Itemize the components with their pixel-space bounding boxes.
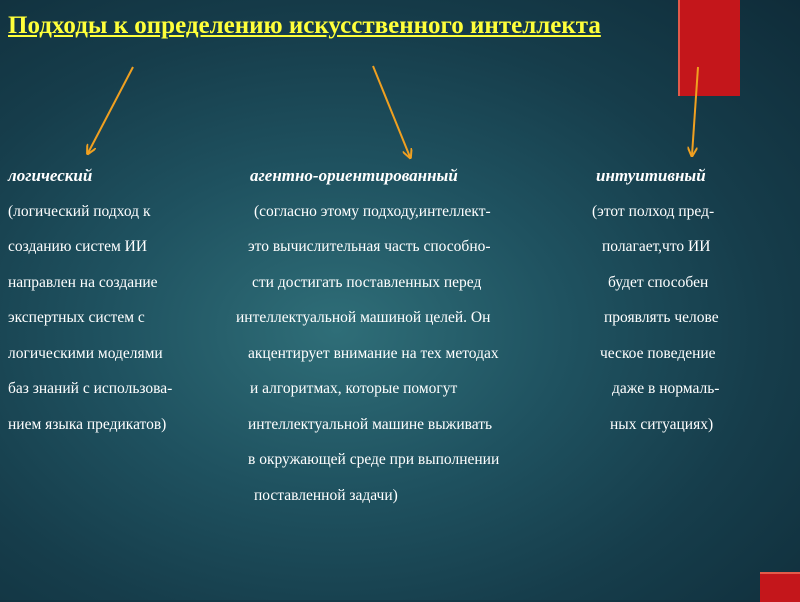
text-line: ных ситуациях) — [610, 415, 714, 433]
heading-intuitive: интуитивный — [596, 166, 706, 185]
column-logical — [8, 158, 172, 442]
column-agent — [236, 158, 499, 513]
text-line: (этот полход пред- — [592, 202, 715, 220]
heading-agent: агентно-ориентированный — [250, 166, 458, 185]
arrow-to-intuitive — [692, 67, 698, 155]
text-line: это вычислительная часть способно- — [248, 238, 491, 255]
text-line: даже в нормаль- — [612, 380, 720, 397]
text-line: экспертных систем с — [8, 309, 145, 326]
text-line: и алгоритмах, которые помогут — [250, 380, 458, 397]
text-line: логическими моделями — [8, 344, 163, 362]
text-line: созданию систем ИИ — [8, 238, 148, 255]
text-line: будет способен — [608, 273, 709, 291]
text-line: поставленной задачи) — [254, 486, 398, 504]
text-line: полагает,что ИИ — [602, 238, 711, 255]
text-line: акцентирует внимание на тех методах — [248, 344, 499, 362]
text-line: в окружающей среде при выполнении — [248, 451, 500, 468]
text-line: интеллектуальной машиной целей. Он — [236, 309, 491, 326]
text-line: (логический подход к — [8, 202, 151, 220]
text-line: (согласно этому подходу,интеллект- — [254, 202, 491, 220]
text-line: ческое поведение — [600, 344, 716, 362]
text-line: интеллектуальной машине выживать — [248, 415, 493, 433]
arrow-to-agent — [373, 66, 410, 157]
text-line: сти достигать поставленных перед — [252, 273, 482, 291]
text-line: нием языка предикатов) — [8, 415, 167, 433]
text-line: баз знаний с использова- — [8, 380, 173, 397]
arrow-to-logical — [88, 67, 133, 153]
slide-title: Подходы к определению искусственного интеллекта — [8, 12, 601, 39]
column-intuitive — [590, 158, 719, 442]
text-line: направлен на создание — [8, 273, 158, 291]
text-line: проявлять челове — [604, 309, 719, 326]
heading-logical: логический — [8, 166, 93, 185]
